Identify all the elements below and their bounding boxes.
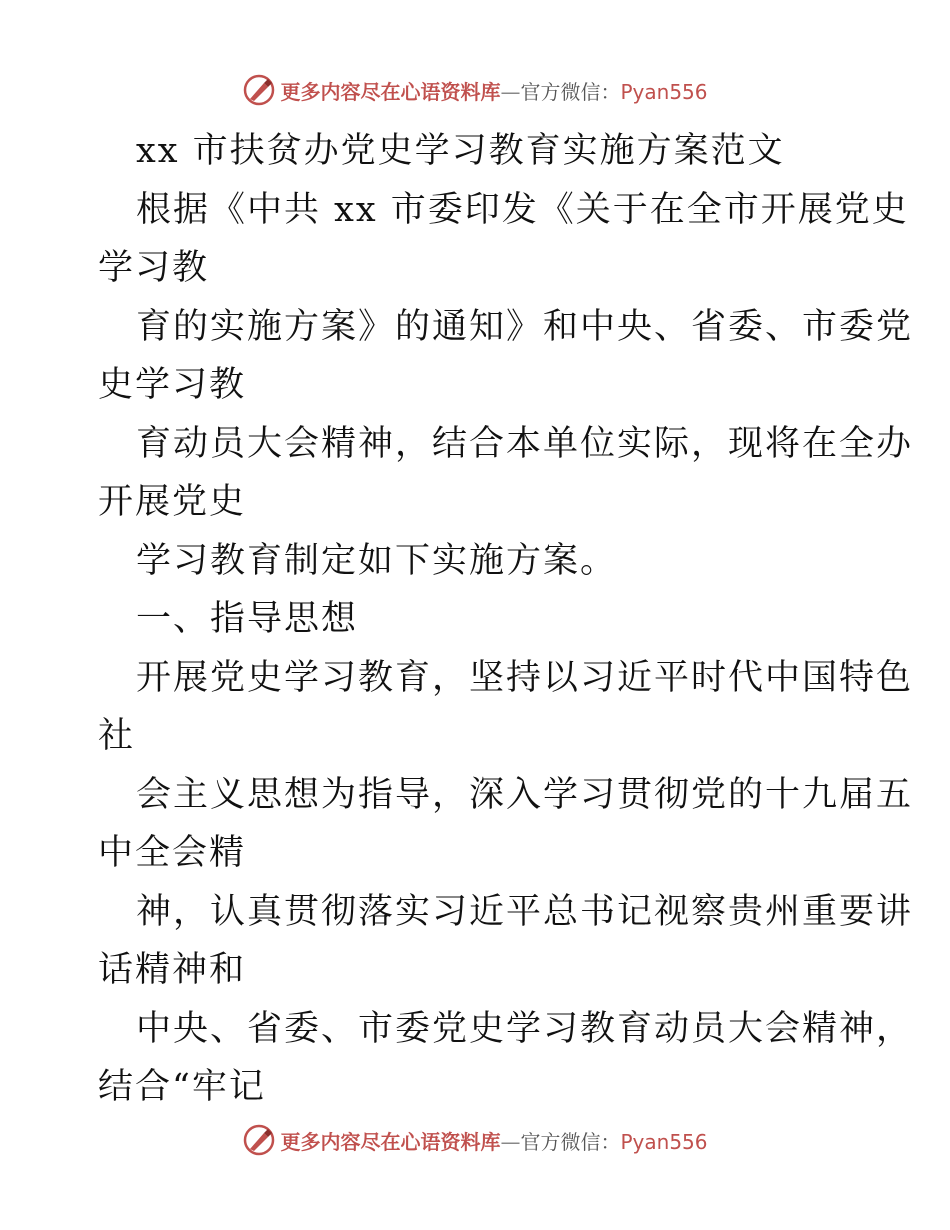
watermark-text: 更多内容尽在心语资料库—官方微信：Pyan556 bbox=[280, 79, 708, 104]
text-line: 学习教育制定如下实施方案。 bbox=[136, 540, 618, 581]
pen-logo-icon bbox=[242, 73, 276, 107]
pen-logo-icon bbox=[242, 1123, 276, 1157]
text-line: 神，认真贯彻落实习近平总书记视察贵州重要讲 bbox=[136, 891, 914, 932]
text-line: 史学习教 bbox=[98, 365, 247, 405]
text-line: 育的实施方案》的通知》和中央、省委、市委党 bbox=[136, 306, 914, 347]
text-line: 育动员大会精神，结合本单位实际，现将在全办 bbox=[136, 423, 914, 464]
text-line: 开展党史学习教育，坚持以习近平时代中国特色 bbox=[136, 657, 914, 698]
text-line: 结合“牢记 bbox=[98, 1067, 266, 1107]
text-line: 社 bbox=[98, 716, 136, 756]
watermark-text: 更多内容尽在心语资料库—官方微信：Pyan556 bbox=[280, 1129, 708, 1154]
text-line: 话精神和 bbox=[98, 950, 247, 990]
text-line: 会主义思想为指导，深入学习贯彻党的十九届五 bbox=[136, 774, 914, 815]
footer-watermark bbox=[0, 1120, 950, 1160]
document-body bbox=[98, 122, 914, 1117]
text-line: 根据《中共 xx 市委印发《关于在全市开展党史 bbox=[136, 189, 909, 230]
text-line: 学习教 bbox=[98, 248, 210, 288]
text-line: 中全会精 bbox=[98, 833, 247, 873]
header-watermark bbox=[0, 70, 950, 110]
text-line: 开展党史 bbox=[98, 482, 247, 522]
text-line: 中央、省委、市委党史学习教育动员大会精神， bbox=[136, 1008, 914, 1049]
text-line: 一、指导思想 bbox=[136, 599, 359, 639]
text-line: xx 市扶贫办党史学习教育实施方案范文 bbox=[136, 131, 785, 171]
